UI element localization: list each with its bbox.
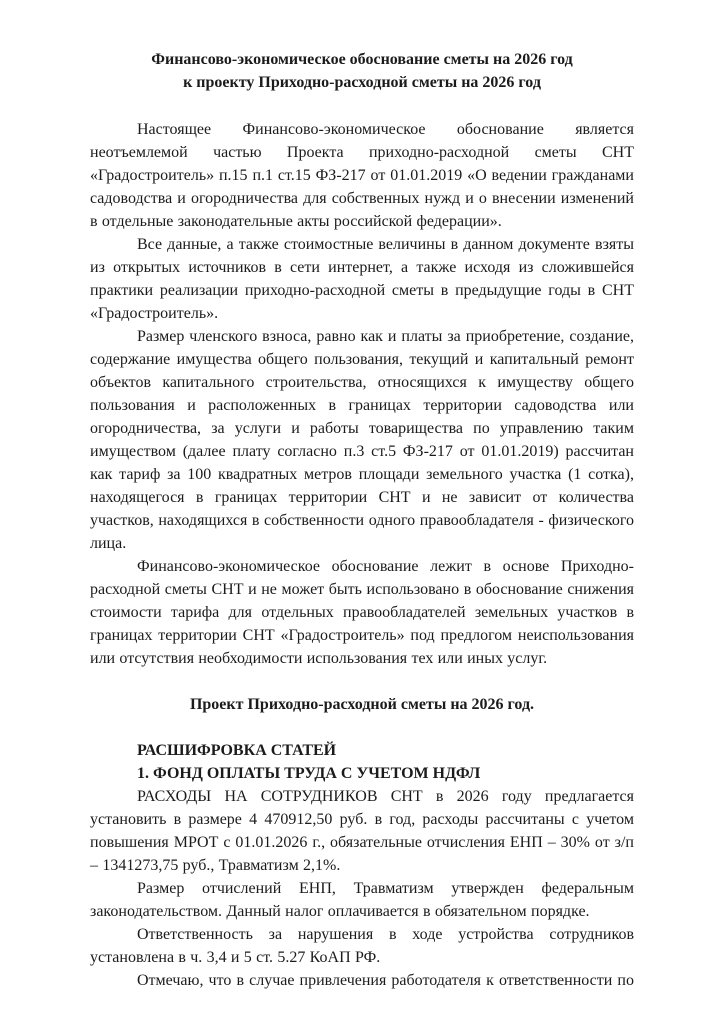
section-1-paragraph-2: Размер отчислений ЕНП, Травматизм утвержден федеральным законодательством. Данный налог оплачивается в обязательном порядке. [90,880,634,920]
section-1-heading: 1. ФОНД ОПЛАТЫ ТРУДА С УЧЕТОМ НДФЛ [137,765,481,782]
section-1-paragraph-3: Ответственность за нарушения в ходе устройства сотрудников установлена в ч. 3,4 и 5 ст. 5.27 КоАП РФ. [90,926,634,966]
articles-breakdown-heading: РАСШИФРОВКА СТАТЕЙ [137,742,337,759]
title-line-1: Финансово-экономическое обоснование сметы на 2026 год [151,51,573,68]
intro-paragraph-4: Финансово-экономическое обоснование лежит в основе Приходно-расходной сметы СНТ и не может быть использовано в обоснование снижения стоимости тарифа для отдельных правообладателей земельных участков в границах территории СНТ «Градостроитель» под предлогом неиспользования или отсутствия необходимости использования тех или иных услуг. [90,558,634,667]
title-line-2: к проекту Приходно-расходной сметы на 2026 год [183,74,541,91]
document-title [90,48,634,94]
section-1-paragraph-1: РАСХОДЫ НА СОТРУДНИКОВ СНТ в 2026 году предлагается установить в размере 4 470912,50 руб. в год, расходы рассчитаны с учетом повышения МРОТ с 01.01.2026 г., обязательные отчисления ЕНП – 30% от з/п – 1341273,75 руб., Травматизм 2,1%. [90,788,634,874]
intro-paragraph-2: Все данные, а также стоимостные величины в данном документе взяты из открытых источников в сети интернет, а также исходя из сложившейся практики реализации приходно-расходной сметы в предыдущие годы в СНТ «Градостроитель». [90,236,634,322]
section-1-paragraph-4: Отмечаю, что в случае привлечения работодателя к ответственности по [137,972,634,989]
intro-paragraph-1: Настоящее Финансово-экономическое обоснование является неотъемлемой частью Проекта приходно-расходной сметы СНТ «Градостроитель» п.15 п.1 ст.15 ФЗ-217 от 01.01.2019 «О ведении гражданами садоводства и огородничества для собственных нужд и о внесении изменений в отдельные законодательные акты российской федерации». [90,121,634,230]
project-heading: Проект Приходно-расходной сметы на 2026 год. [189,696,535,713]
intro-paragraph-3: Размер членского взноса, равно как и платы за приобретение, создание, содержание имущества общего пользования, текущий и капитальный ремонт объектов капитального строительства, относящихся к имуществу общего пользования и расположенных в границах территории садоводства или огородничества, за услуги и работы товарищества по управлению таким имуществом (далее плату согласно п.3 ст.5 ФЗ-217 от 01.01.2019) рассчитан как тариф за 100 квадратных метров площади земельного участка (1 сотка), находящегося в границах территории СНТ и не зависит от количества участков, находящихся в собственности одного правообладателя - физического лица. [90,328,634,552]
